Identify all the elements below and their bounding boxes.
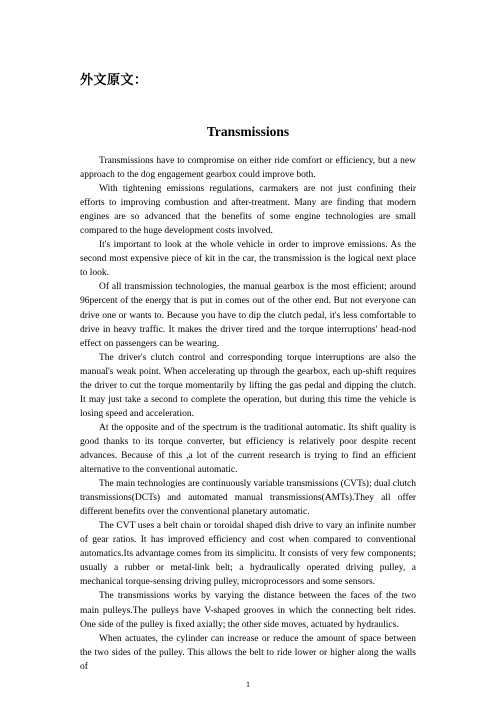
page-number: 1 (246, 680, 250, 689)
document-body (80, 154, 416, 674)
paragraph: The main technologies are continuously variable transmissions (CVTs); dual clutch transmissions(DCTs) and automated manual transmissions(AMTs).They all offer different benefits over the conventional planetary automatic. (80, 479, 416, 518)
paragraph: It's important to look at the whole vehicle in order to improve emissions. As the second most expensive piece of kit in the car, the transmission is the logical next place to look. (80, 240, 416, 279)
paragraph: With tightening emissions regulations, carmakers are not just confining their efforts to improving combustion and after-treatment. Many are finding that modern engines are so advanced that the benefits of some engine technologies are small compared to the huge development costs involved. (80, 184, 416, 237)
paragraph: The driver's clutch control and corresponding torque interruptions are also the manual's weak point. When accelerating up through the gearbox, each up-shift requires the driver to cut the torque momentarily by lifting the gas pedal and dipping the clutch. It may just take a second to complete the operation, but during this time the vehicle is losing speed and acceleration. (80, 352, 416, 419)
paragraph: The transmissions works by varying the distance between the faces of the two main pulleys.The pulleys have V-shaped grooves in which the connecting belt rides. One side of the pulley is fixed axially; the other side moves, actuated by hydraulics. (80, 591, 416, 630)
paragraph: At the opposite and of the spectrum is the traditional automatic. Its shift quality is good thanks to its torque converter, but efficiency is relatively poor despite recent advances. Because of this ,a lot of the current research is trying to find an efficient alternative to the conventional automatic. (80, 422, 416, 476)
section-heading: 外文原文： (80, 73, 148, 88)
paragraph: When actuates, the cylinder can increase or reduce the amount of space between the two sides of the pulley. This allows the belt to ride lower or higher along the walls of (80, 633, 416, 672)
paragraph: Of all transmission technologies, the manual gearbox is the most efficient; around 96percent of the energy that is put in comes out of the other end. But not everyone can drive one or wants to. Because you have to dip the clutch pedal, it's less comfortable to drive in heavy traffic. It makes the driver tired and the torque interruptions' head-nod effect on passengers can be wearing. (80, 282, 416, 349)
paragraph: Transmissions have to compromise on either ride comfort or efficiency, but a new approach to the dog engagement gearbox could improve both. (80, 156, 416, 181)
document-title: Transmissions (206, 124, 290, 139)
paragraph: The CVT uses a belt chain or toroidal shaped dish drive to vary an infinite number of gear ratios. It has improved efficiency and cost when compared to conventional automatics.Its advantage comes from its simplicitu. It consists of very few components; usually a rubber or metal-link belt; a hydraulically operated driving pulley, a mechanical torque-sensing driving pulley, microprocessors and some sensors. (80, 521, 416, 588)
